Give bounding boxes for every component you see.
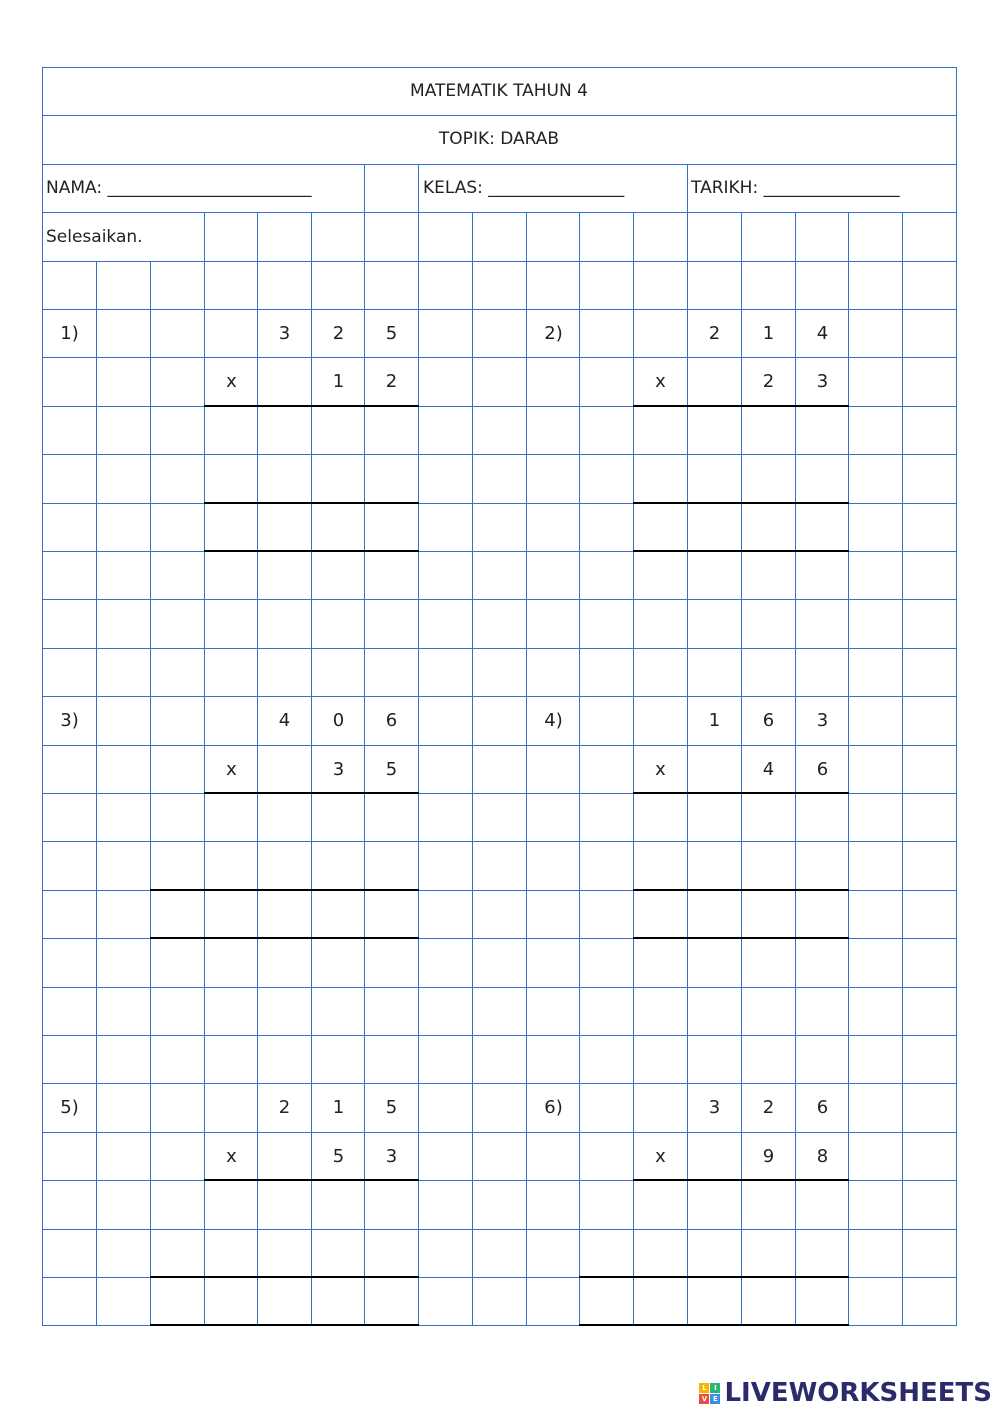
grid-line — [42, 212, 957, 213]
answer-rule-line — [579, 1276, 849, 1278]
grid-line — [42, 309, 957, 310]
grid-line — [42, 67, 957, 68]
multiplicand-digit: 3 — [816, 710, 829, 731]
grid-line — [311, 212, 312, 261]
multiplicand-digit: 1 — [708, 710, 721, 731]
grid-line — [472, 212, 473, 261]
liveworksheets-logo — [699, 1378, 992, 1408]
multiplicand-digit: 1 — [762, 323, 775, 344]
grid-line — [848, 212, 849, 261]
question-number: 1) — [60, 323, 79, 344]
grid-line — [364, 212, 365, 261]
answer-rule-line — [150, 937, 419, 939]
multiply-sign: x — [226, 759, 237, 780]
answer-rule-line — [204, 502, 419, 504]
multiplicand-digit: 2 — [332, 323, 345, 344]
multiply-sign: x — [226, 1146, 237, 1167]
grid-line — [42, 1132, 957, 1133]
grid-line — [42, 1229, 957, 1230]
grid-line — [42, 454, 957, 455]
grid-line — [42, 261, 957, 262]
answer-rule-line — [204, 792, 419, 794]
grid-line — [42, 67, 43, 1326]
multiplicand-digit: 6 — [816, 1097, 829, 1118]
grid-line — [42, 357, 957, 358]
answer-rule-line — [633, 550, 849, 552]
topic-label: TOPIK: DARAB — [438, 129, 560, 149]
grid-line — [42, 1083, 957, 1084]
grid-line — [96, 261, 97, 1325]
question-number: 2) — [544, 323, 563, 344]
date-field[interactable]: TARIKH: ________________ — [691, 178, 900, 198]
grid-line — [526, 212, 527, 261]
grid-line — [42, 696, 957, 697]
grid-line — [741, 212, 742, 261]
multiplicand-digit: 4 — [816, 323, 829, 344]
grid-line — [204, 212, 205, 261]
multiplier-digit: 3 — [332, 759, 345, 780]
answer-rule-line — [204, 1179, 419, 1181]
answer-rule-line — [633, 1179, 849, 1181]
grid-line — [687, 164, 688, 212]
answer-rule-line — [633, 502, 849, 504]
grid-line — [472, 261, 473, 1325]
answer-rule-line — [633, 937, 849, 939]
grid-line — [902, 261, 903, 1325]
multiplicand-digit: 2 — [278, 1097, 291, 1118]
grid-line — [42, 841, 957, 842]
grid-line — [150, 261, 151, 1325]
answer-rule-line — [204, 550, 419, 552]
multiplier-digit: 5 — [385, 759, 398, 780]
multiplicand-digit: 3 — [278, 323, 291, 344]
answer-rule-line — [150, 1276, 419, 1278]
multiplicand-digit: 3 — [708, 1097, 721, 1118]
multiplicand-digit: 5 — [385, 323, 398, 344]
grid-line — [579, 261, 580, 1325]
grid-line — [902, 212, 903, 261]
grid-line — [42, 987, 957, 988]
answer-rule-line — [204, 405, 419, 407]
multiplier-digit: 2 — [762, 371, 775, 392]
logo-brand-text: LIVEWORKSHEETS — [724, 1378, 992, 1408]
multiplicand-digit: 6 — [762, 710, 775, 731]
grid-line — [364, 164, 365, 212]
multiplier-digit: 3 — [385, 1146, 398, 1167]
multiplicand-digit: 4 — [278, 710, 291, 731]
multiply-sign: x — [226, 371, 237, 392]
multiplier-digit: 3 — [816, 371, 829, 392]
answer-rule-line — [633, 889, 849, 891]
multiplier-digit: 1 — [332, 371, 345, 392]
logo-badge-letter: E — [710, 1394, 720, 1404]
grid-line — [42, 1035, 957, 1036]
answer-rule-line — [633, 405, 849, 407]
question-number: 3) — [60, 710, 79, 731]
answer-rule-line — [579, 1324, 849, 1326]
multiplier-digit: 2 — [385, 371, 398, 392]
logo-badge-letter: I — [710, 1383, 720, 1393]
instruction-text: Selesaikan. — [46, 227, 143, 247]
grid-line — [42, 648, 957, 649]
multiply-sign: x — [655, 371, 666, 392]
multiplicand-digit: 2 — [708, 323, 721, 344]
logo-badge-icon — [699, 1383, 720, 1404]
multiplier-digit: 8 — [816, 1146, 829, 1167]
answer-rule-line — [633, 792, 849, 794]
question-number: 4) — [544, 710, 563, 731]
grid-line — [633, 212, 634, 261]
multiplier-digit: 6 — [816, 759, 829, 780]
worksheet-title: MATEMATIK TAHUN 4 — [410, 81, 588, 101]
grid-line — [418, 164, 419, 212]
multiplicand-digit: 2 — [762, 1097, 775, 1118]
multiply-sign: x — [655, 1146, 666, 1167]
logo-badge-letter: V — [699, 1394, 709, 1404]
multiplier-digit: 5 — [332, 1146, 345, 1167]
grid-line — [795, 212, 796, 261]
answer-rule-line — [150, 889, 419, 891]
grid-line — [257, 212, 258, 261]
grid-line — [42, 599, 957, 600]
grid-line — [42, 745, 957, 746]
question-number: 6) — [544, 1097, 563, 1118]
name-field[interactable]: NAMA: ________________________ — [46, 178, 312, 198]
grid-line — [526, 261, 527, 1325]
multiplier-digit: 4 — [762, 759, 775, 780]
multiplicand-digit: 0 — [332, 710, 345, 731]
grid-line — [42, 164, 957, 165]
multiplier-digit: 9 — [762, 1146, 775, 1167]
multiplicand-digit: 6 — [385, 710, 398, 731]
answer-rule-line — [150, 1324, 419, 1326]
grid-line — [418, 212, 419, 261]
multiplicand-digit: 1 — [332, 1097, 345, 1118]
multiply-sign: x — [655, 759, 666, 780]
grid-line — [687, 212, 688, 261]
multiplicand-digit: 5 — [385, 1097, 398, 1118]
grid-line — [42, 115, 957, 116]
grid-line — [956, 67, 957, 1326]
grid-line — [579, 212, 580, 261]
logo-badge-letter: L — [699, 1383, 709, 1393]
question-number: 5) — [60, 1097, 79, 1118]
class-field[interactable]: KELAS: ________________ — [423, 178, 625, 198]
